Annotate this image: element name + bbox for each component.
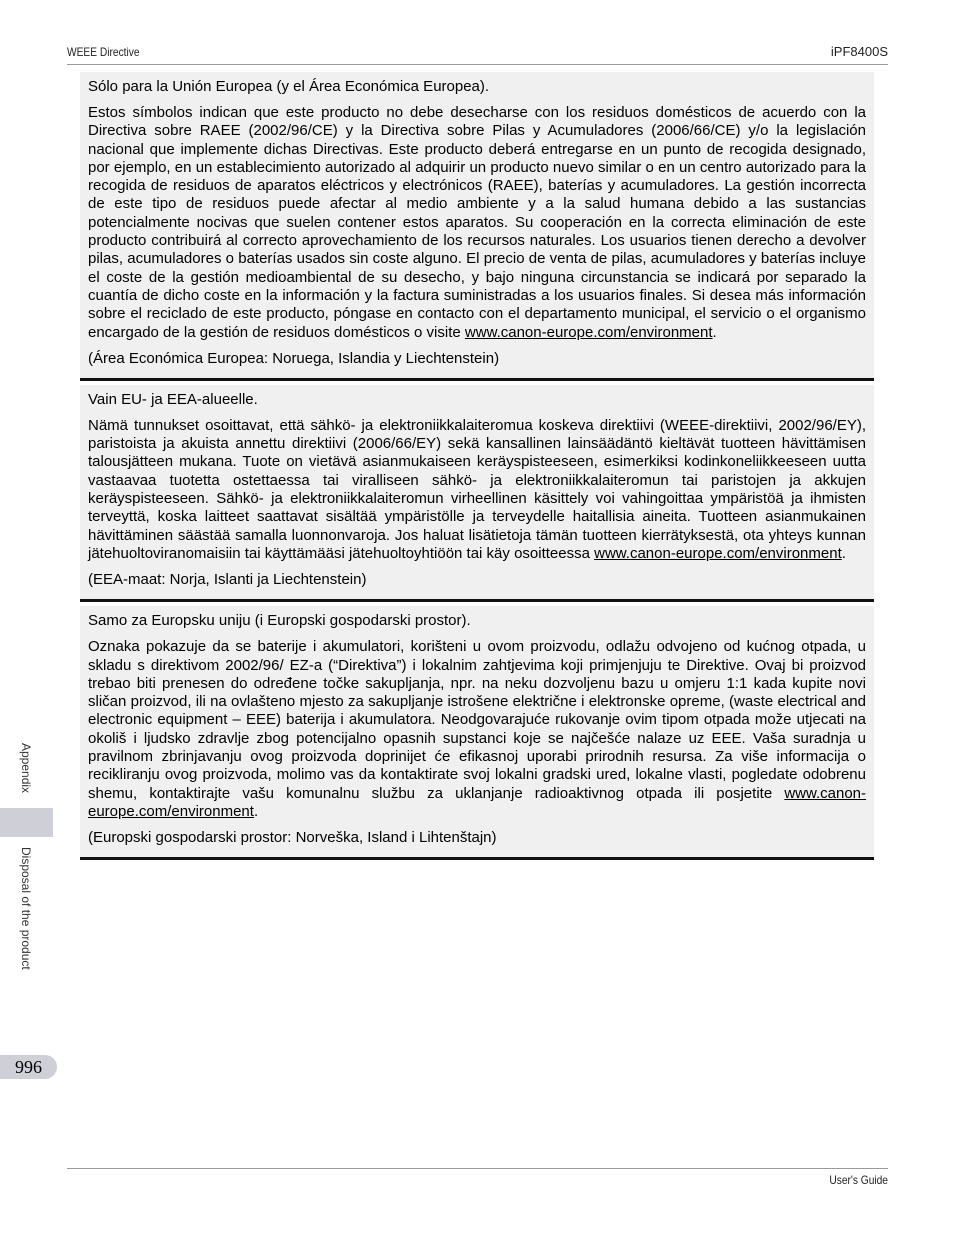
footer-guide-title: User's Guide — [829, 1173, 888, 1187]
notice-period: . — [841, 544, 846, 562]
footer-divider — [67, 1168, 888, 1169]
header-divider — [67, 64, 888, 65]
notice-heading: Samo za Europsku uniju (i Europski gospodarski prostor). — [88, 612, 471, 630]
notice-scope-note: (EEA-maat: Norja, Islanti ja Liechtenstein) — [88, 571, 367, 589]
weee-notice-list — [80, 72, 874, 862]
environment-link[interactable]: www.canon-europe.com/environment — [464, 323, 713, 341]
running-header-title: WEEE Directive — [67, 45, 140, 59]
notice-scope-note: (Área Económica Europea: Noruega, Islandia y Liechtenstein) — [88, 349, 500, 367]
notice-body — [88, 638, 866, 821]
notice-text: Oznaka pokazuje da se baterije i akumulatori, korišteni u ovom proizvodu, odlažu odvojeno od kućnog otpada, u skladu s direktivom 2002/96/ EZ-a (“Direktiva”) i lokalnim zahtjevima koji primjenjuju te Direktive. Ovaj bi proizvod trebao biti prenesen do određene točke sakupljanja, npr. na neku dozvoljenu bazu u omjeru 1:1 kada kupite novi sličan proizvod, ili na ovlašteno mjesto za sakupljanje istrošene električne i elektronske opreme, (waste electrical and electronic equipment – EEE) baterija i akumulatora. Neodgovarajuće rukovanje ovim tipom otpada može utjecati na okoliš i ljudsko zdravlje zbog potencijalno opasnih supstanci koje se najčešće nalaze uz EEE. Vaša suradnja u pravilnom zbrinjavanju ovog proizvoda doprinijet će efikasnoj uporabi prirodnih resursa. Za više informacija o recikliranju ovog proizvoda, molimo vas da kontaktirate svoj lokalni gradski ured, lokalne vlasti, pogledate odobrenu shemu, kontaktirajte vašu komunalnu službu za uklanjanje radioaktivnog otpada ili posjetite — [88, 638, 866, 802]
notice-section-spanish — [80, 72, 874, 381]
side-section-label: Appendix — [19, 743, 33, 794]
side-subsection-label: Disposal of the product — [19, 847, 33, 970]
running-header-model: iPF8400S — [830, 44, 888, 59]
side-section-tab — [0, 808, 53, 837]
notice-heading: Vain EU- ja EEA-alueelle. — [88, 390, 258, 408]
notice-body — [88, 104, 866, 342]
environment-link[interactable]: www.canon-europe.com/environment — [594, 544, 842, 562]
notice-section-croatian — [80, 606, 874, 860]
environment-link[interactable]: www.canon-europe.com/environment — [88, 784, 867, 820]
notice-heading: Sólo para la Unión Europea (y el Área Económica Europea). — [88, 78, 490, 95]
notice-period: . — [712, 323, 717, 341]
notice-scope-note: (Europski gospodarski prostor: Norveška, Island i Lihtenštajn) — [88, 829, 497, 847]
notice-period: . — [253, 802, 259, 820]
notice-section-finnish — [80, 385, 874, 602]
page-number: 996 — [0, 1055, 57, 1079]
notice-text: Estos símbolos indican que este producto no debe desecharse con los residuos domésticos de acuerdo con la Directiva sobre RAEE (2002/96/CE) y la Directiva sobre Pilas y Acumuladores (2006/66/CE) y/o la legislación nacional que implemente dichas Directivas. Este producto deberá entregarse en un punto de recogida designado, por ejemplo, en un establecimiento autorizado al adquirir un producto nuevo similar o en un centro autorizado para la recogida de residuos de aparatos eléctricos y electrónicos (RAEE), baterías y acumuladores. La gestión incorrecta de este tipo de residuos puede afectar al medio ambiente y a la salud humana debido a las sustancias potencialmente nocivas que suelen contener estos aparatos. Su cooperación en la correcta eliminación de este producto contribuirá al correcto aprovechamiento de los recursos naturales. Los usuarios tienen derecho a devolver pilas, acumuladores o baterías usados sin coste alguno. El precio de venta de pilas, acumuladores y baterías incluye el coste de la gestión medioambiental de su desecho, y bajo ninguna circunstancia se indicará por separado la cuantía de dicho coste en la información y la factura suministradas a los usuarios finales. Si desea más información sobre el reciclado de este producto, póngase en contacto con el departamento municipal, el servicio o el organismo encargado de la gestión de residuos domésticos o visite — [88, 104, 866, 341]
notice-text: Nämä tunnukset osoittavat, että sähkö- ja elektroniikkalaiteromua koskeva direktiivi (WEEE-direktiivi, 2002/96/EY), paristoista ja akuista annettu direktiivi (2006/66/EY) sekä kansallinen lainsäädäntö kieltävät tuotteen hävittämisen talousjätteen mukana. Tuote on vietävä asianmukaiseen keräyspisteeseen, esimerkiksi kodinkoneliikkeeseen uutta vastaavaa tuotetta ostettaessa tai viralliseen sähkö- ja elektroniikkalaiteromun tai paristojen ja akkujen keräyspisteeseen. Sähkö- ja elektroniikkalaiteromun virheellinen käsittely voi vahingoittaa ympäristöä ja ihmisten terveyttä, koska laitteet saattavat sisältää ympäristölle ja terveydelle haitallisia aineita. Tuotteen asianmukainen hävittäminen säästää samalla luonnonvaroja. Jos haluat lisätietoja tämän tuotteen kierrätyksestä, ota yhteys kunnan jätehuoltoviranomaisiin tai käyttämääsi jätehuoltoyhtiöön tai käy osoitteessa — [88, 416, 866, 562]
notice-body — [88, 417, 866, 563]
